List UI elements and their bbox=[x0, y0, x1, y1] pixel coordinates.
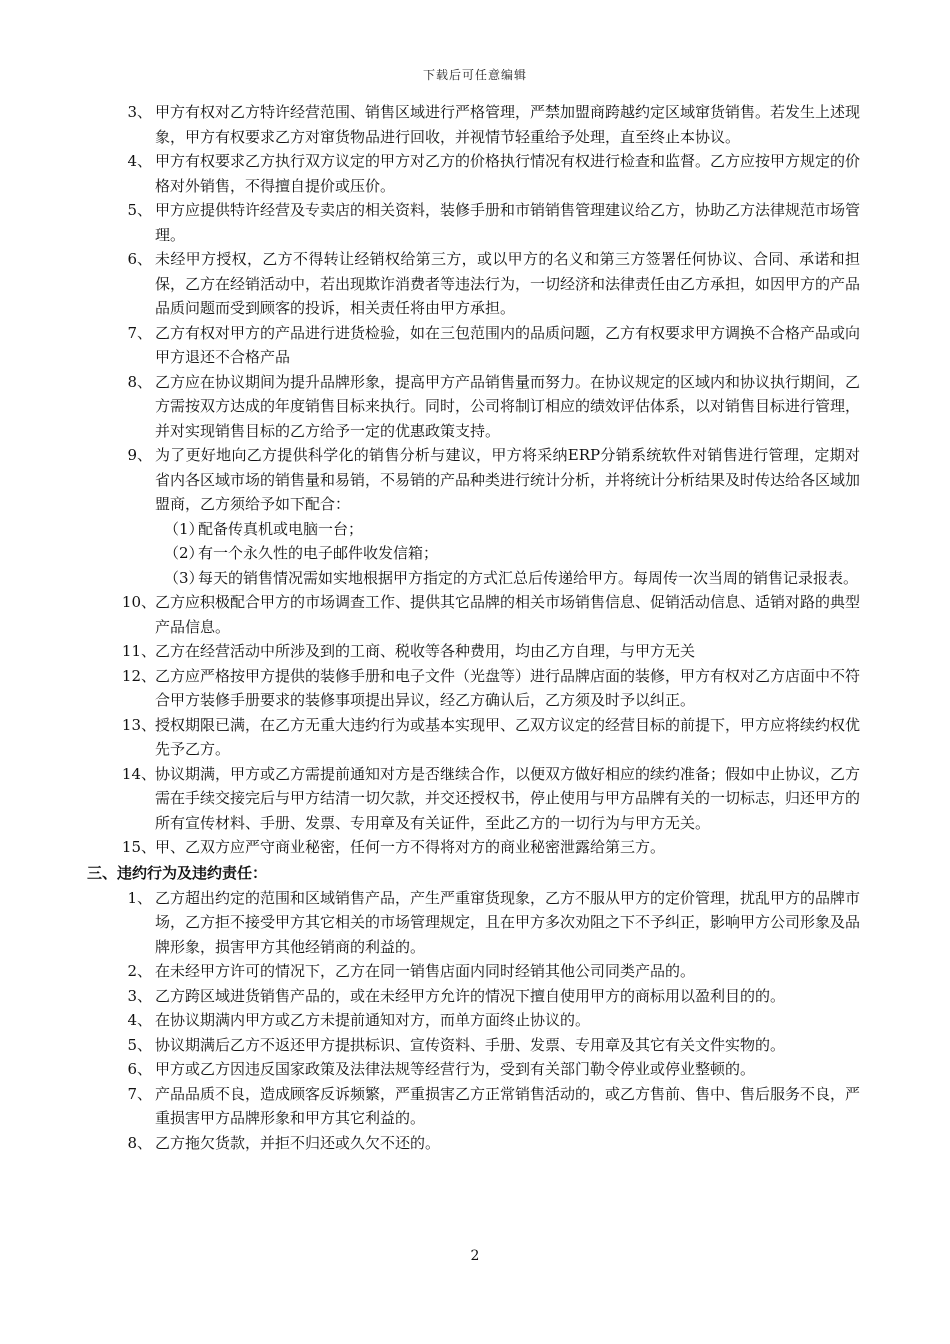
breach-item bbox=[0, 886, 860, 960]
page-number: 2 bbox=[470, 1248, 480, 1264]
clause-item bbox=[0, 100, 860, 149]
clause-number: 2、 bbox=[127, 962, 152, 980]
clause-text: 甲方有权对乙方特许经营范围、销售区域进行严格管理，严禁加盟商跨越约定区域窜货销售。若发生上述现象，甲方有权要求乙方对窜货物品进行回收，并视情节轻重给予处理，直至终止本协议。 bbox=[155, 103, 861, 146]
clause-number: 6、 bbox=[127, 1060, 152, 1078]
clause-item bbox=[0, 443, 860, 517]
clause-number: 8、 bbox=[127, 372, 152, 391]
clause-item bbox=[0, 639, 860, 664]
page-header: 下载后可任意编辑 bbox=[422, 68, 527, 82]
document-body bbox=[0, 100, 950, 1155]
clause-text: 甲方有权要求乙方执行双方议定的甲方对乙方的价格执行情况有权进行检查和监督。乙方应按甲方规定的价格对外销售，不得擅自提价或压价。 bbox=[155, 152, 861, 195]
clause-text: 甲方或乙方因违反国家政策及法律法规等经营行为，受到有关部门勒令停业或停业整顿的。 bbox=[155, 1060, 756, 1078]
clause-text: 授权期限已满，在乙方无重大违约行为或基本实现甲、乙双方议定的经营目标的前提下，甲方应将续约权优先予乙方。 bbox=[155, 715, 861, 758]
clause-text: 乙方超出约定的范围和区域销售产品，产生严重窜货现象，乙方不服从甲方的定价管理，扰乱甲方的品牌市场，乙方拒不接受甲方其它相关的市场管理规定，且在甲方多次劝阻之下不予纠正，影响甲方公司形象及品牌形象，损害甲方其他经销商的利益的。 bbox=[155, 888, 861, 956]
clause-text: 协议期满后乙方不返还甲方提拱标识、宣传资料、手册、发票、专用章及其它有关文件实物的。 bbox=[155, 1035, 786, 1054]
clause-item bbox=[0, 664, 860, 713]
clause-text: 乙方应积极配合甲方的市场调查工作、提供其它品牌的相关市场销售信息、促销活动信息、适销对路的典型产品信息。 bbox=[155, 593, 861, 636]
clause-text: 乙方应严格按甲方提供的装修手册和电子文件（光盘等）进行品牌店面的装修，甲方有权对乙方店面中不符合甲方装修手册要求的装修事项提出异议，经乙方确认后，乙方须及时予以纠正。 bbox=[155, 666, 861, 709]
sub-clause-text: 有一个永久性的电子邮件收发信箱； bbox=[198, 544, 439, 562]
sub-clause-number: （3） bbox=[164, 568, 204, 587]
clause-text: 乙方拖欠货款，并拒不归还或久欠不还的。 bbox=[155, 1133, 441, 1152]
clause-item bbox=[0, 590, 860, 639]
sub-clause-text: 配备传真机或电脑一台； bbox=[198, 519, 364, 538]
clause-item bbox=[0, 321, 860, 370]
clause-number: 8、 bbox=[127, 1133, 152, 1152]
clause-number: 7、 bbox=[127, 323, 152, 342]
clause-text: 产品品质不良，造成顾客反诉频繁，严重损害乙方正常销售活动的，或乙方售前、售中、售后服务不良，严重损害甲方品牌形象和甲方其它利益的。 bbox=[155, 1084, 861, 1127]
breach-item bbox=[0, 1033, 860, 1058]
clause-number: 7、 bbox=[127, 1084, 152, 1103]
clause-number: 10、 bbox=[121, 593, 156, 611]
clause-item bbox=[0, 762, 860, 836]
clause-text: 协议期满，甲方或乙方需提前通知对方是否继续合作，以便双方做好相应的续约准备；假如中止协议，乙方需在手续交接完后与甲方结清一切欠款，并交还授权书，停止使用与甲方品牌有关的一切标志，归还甲方的所有宣传材料、手册、发票、专用章及有关证件，至此乙方的一切行为与甲方无关。 bbox=[155, 764, 861, 832]
clause-item bbox=[0, 247, 860, 321]
clause-text: 甲方应提供特许经营及专卖店的相关资料，装修手册和市销销售管理建议给乙方，协助乙方法律规范市场管理。 bbox=[155, 201, 861, 244]
sub-clause-item bbox=[0, 517, 860, 542]
clause-text: 乙方在经营活动中所涉及到的工商、税收等各种费用，均由乙方自理，与甲方无关 bbox=[155, 642, 696, 660]
breach-item bbox=[0, 1131, 860, 1156]
clause-number: 14、 bbox=[121, 764, 156, 783]
clause-item bbox=[0, 713, 860, 762]
clause-text: 在未经甲方许可的情况下，乙方在同一销售店面内同时经销其他公司同类产品的。 bbox=[155, 962, 696, 980]
clause-number: 15、 bbox=[121, 838, 156, 856]
clause-item bbox=[0, 198, 860, 247]
clause-number: 3、 bbox=[127, 986, 152, 1005]
clause-text: 在协议期满内甲方或乙方未提前通知对方，而单方面终止协议的。 bbox=[155, 1011, 591, 1029]
sub-clause-text: 每天的销售情况需如实地根据甲方指定的方式汇总后传递给甲方。每周传一次当周的销售记录报表。 bbox=[198, 568, 859, 587]
clause-number: 5、 bbox=[127, 1035, 152, 1054]
clause-text: 甲、乙双方应严守商业秘密，任何一方不得将对方的商业秘密泄露给第三方。 bbox=[155, 838, 666, 856]
clause-number: 4、 bbox=[127, 152, 152, 170]
clause-text: 乙方应在协议期间为提升品牌形象，提高甲方产品销售量而努力。在协议规定的区域内和协议执行期间，乙方需按双方达成的年度销售目标来执行。同时，公司将制订相应的绩效评估体系，以对销售目标进行管理，并对实现销售目标的乙方给予一定的优惠政策支持。 bbox=[155, 372, 861, 440]
sub-clause-number: （1） bbox=[164, 519, 204, 538]
clause-number: 11、 bbox=[121, 642, 156, 660]
clause-number: 6、 bbox=[127, 250, 152, 268]
breach-item bbox=[0, 1057, 860, 1082]
breach-item bbox=[0, 1008, 860, 1033]
clause-text: 未经甲方授权，乙方不得转让经销权给第三方，或以甲方的名义和第三方签署任何协议、合同、承诺和担保，乙方在经销活动中，若出现欺诈消费者等违法行为，一切经济和法律责任由乙方承担，如因甲方的产品品质问题而受到顾客的投诉，相关责任将由甲方承担。 bbox=[155, 250, 861, 317]
clause-number: 3、 bbox=[127, 103, 152, 121]
breach-item bbox=[0, 1082, 860, 1131]
clause-item bbox=[0, 149, 860, 198]
clause-item bbox=[0, 835, 860, 860]
breach-item bbox=[0, 984, 860, 1009]
sub-clause-item bbox=[0, 541, 860, 566]
clause-number: 4、 bbox=[127, 1011, 152, 1029]
section-heading: 三、违约行为及违约责任： bbox=[87, 863, 268, 882]
clause-text: 为了更好地向乙方提供科学化的销售分析与建议，甲方将采纳ERP分销系统软件对销售进行管理，定期对省内各区域市场的销售量和易销，不易销的产品种类进行统计分析，并将统计分析结果及时传达给各区域加盟商，乙方须给予如下配合： bbox=[155, 446, 861, 513]
clause-number: 13、 bbox=[121, 715, 156, 734]
clause-text: 乙方跨区域进货销售产品的，或在未经甲方允许的情况下擅自使用甲方的商标用以盈利目的的。 bbox=[155, 986, 786, 1005]
clause-number: 12、 bbox=[121, 666, 156, 685]
clause-number: 5、 bbox=[127, 201, 152, 219]
clause-text: 乙方有权对甲方的产品进行进货检验，如在三包范围内的品质问题，乙方有权要求甲方调换不合格产品或向甲方退还不合格产品 bbox=[155, 323, 861, 366]
sub-clause-number: （2） bbox=[164, 544, 204, 562]
clause-number: 1、 bbox=[127, 888, 152, 907]
clause-number: 9、 bbox=[127, 446, 152, 464]
sub-clause-item bbox=[0, 566, 860, 591]
clause-item bbox=[0, 370, 860, 444]
breach-item bbox=[0, 959, 860, 984]
